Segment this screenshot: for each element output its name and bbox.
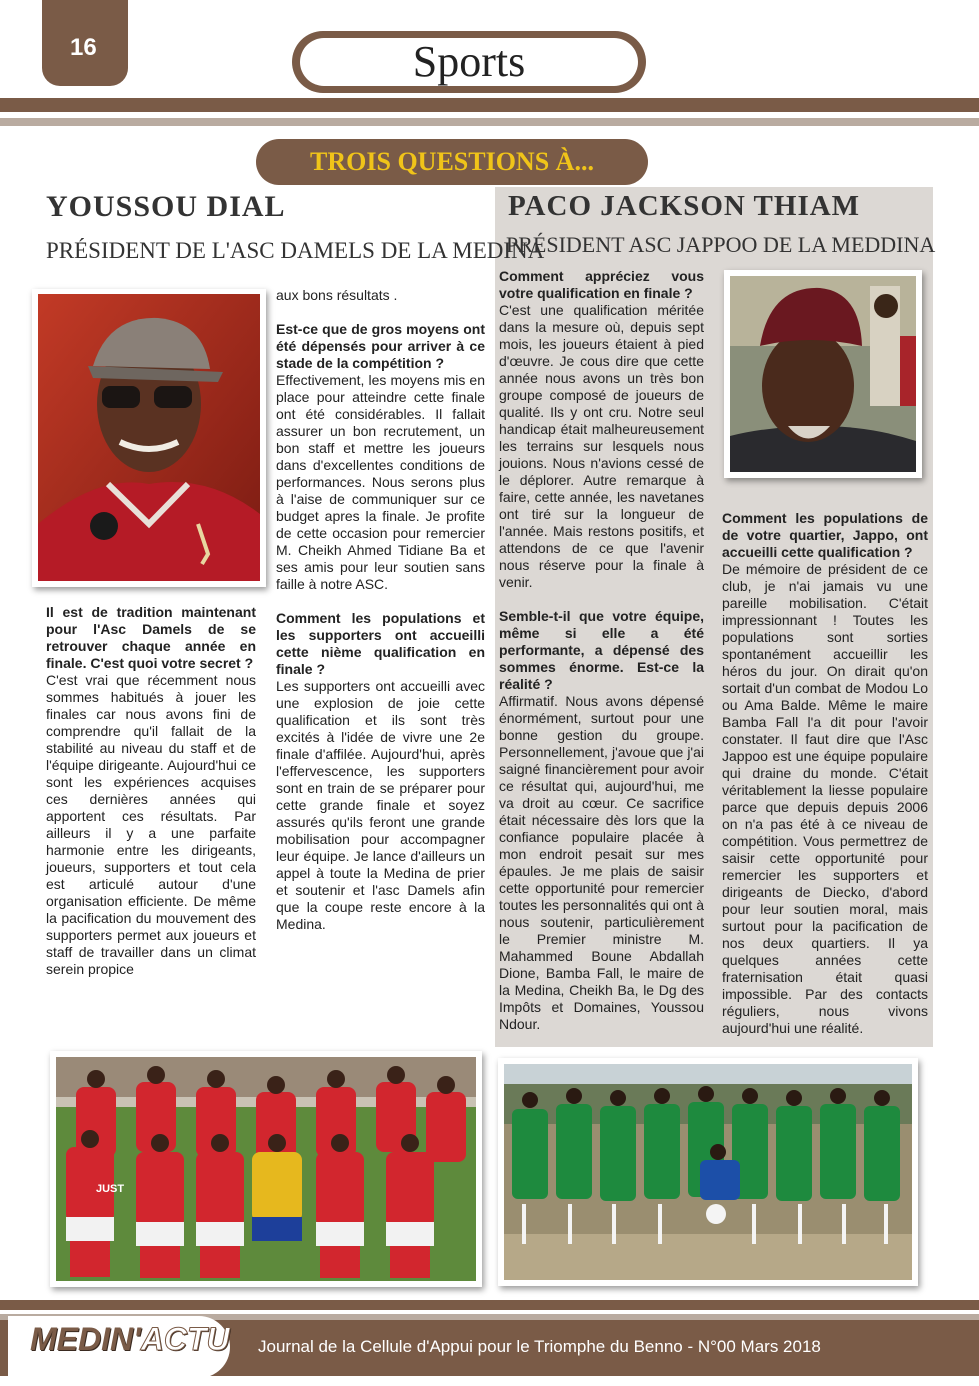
right-interviewee-role: PRÉSIDENT ASC JAPPOO DE LA MEDDINA xyxy=(506,232,936,257)
right-interviewee-name: PACO JACKSON THIAM xyxy=(508,190,861,222)
left-question-2: Est-ce que de gros moyens ont été dépensés pour arriver à ce stade de la compétition ? xyxy=(276,321,485,371)
left-interviewee-name: YOUSSOU DIAL xyxy=(46,190,286,223)
right-column-1 xyxy=(499,268,704,1033)
right-question-2: Semble-t-il que votre équipe, même si elle a été performante, a dépensé des sommes énorme. Est-ce la réalité ? xyxy=(499,608,704,692)
footer-rule xyxy=(0,1300,979,1310)
left-column-1 xyxy=(46,604,256,978)
header-rule-light xyxy=(0,118,979,126)
asc-damels-team-photo xyxy=(56,1057,476,1281)
series-title: TROIS QUESTIONS À... xyxy=(256,139,648,185)
page-number: 16 xyxy=(70,34,97,61)
right-answer-2: Affirmatif. Nous avons dépensé énormément, surtout pour une bonne gestion du groupe. Personnellement, j'avoue que j'ai saigné financièrement pour avoir ce résultat qui, aujourd'hui, me va droit au cœur. Ce sacrifice était nécessaire dès lors que la confiance populaire placée à mon endroit pesait sur mes épaules. Je me plais de saisir cette opportunité pour remercier toutes les personnalités qui ont à nous soutenir, particulièrement le Premier ministre M. Mahammed Boune Abdallah Dione, Bamba Fall, le maire de la Medina, Cheikh Ba, le Dg des Impôts et Domaines, Youssou Ndour. xyxy=(499,693,704,1032)
left-answer-1-continued: aux bons résultats . xyxy=(276,287,398,303)
left-answer-1: C'est vrai que récemment nous sommes habitués à jouer les finales car nous avons fini de comprendre qu'il fallait de la stabilité au niveau du staff et de l'équipe dirigeante. Aujourd'hui ce sont les expériences acquises ces dernières années qui apportent ces résultats. Par ailleurs il y a une parfaite harmonie entre les dirigeants, joueurs, supporters et tout cela est articulé autour d'une organisation efficiente. De même la pacification du mouvement des supporters permet aux joueurs et staff de travailler dans un climat serein propice xyxy=(46,672,256,977)
left-answer-3: Les supporters ont accueilli avec une explosion de joie cette qualification et ils sont très excités à l'idée de vivre une 2e finale d'affilée. Aujourd'hui, après l'effervescence, les supporters sont en train de se préparer pour cette grande finale et soyez assurés qu'ils feront une grande mobilisation pour accompagner leur équipe. Je lance d'ailleurs un appel à toute la Medina de prier et soutenir et l'asc Damels afin que la coupe reste encore à la Medina. xyxy=(276,678,485,932)
left-question-3: Comment les populations et les supporters ont accueilli cette nième qualification en finale ? xyxy=(276,610,485,677)
header-rule xyxy=(0,98,979,112)
jersey-sponsor-text: JUST xyxy=(96,1183,125,1195)
page-number-tab xyxy=(42,0,128,86)
section-title: Sports xyxy=(300,38,638,86)
left-question-1: Il est de tradition maintenant pour l'Asc Damels de se retrouver chaque année en finale. C'est quoi votre secret ? xyxy=(46,604,256,671)
asc-jappoo-team-photo xyxy=(504,1064,912,1280)
right-question-1: Comment appréciez vous votre qualification en finale ? xyxy=(499,268,704,301)
right-column-2 xyxy=(722,510,928,1037)
left-interviewee-role: PRÉSIDENT DE L'ASC DAMELS DE LA MEDINA xyxy=(46,238,545,263)
paco-jackson-thiam-photo xyxy=(730,276,916,472)
logo-part-b: ACTU xyxy=(140,1321,230,1357)
left-column-2 xyxy=(276,287,485,933)
right-answer-3: De mémoire de président de ce club, je n'ai jamais vu une pareille mobilisation. C'était impressionnant ! Toutes les populations sont sorties spontanément accueillir les héros du jour. On dirait qu'on sortait d'un combat de Modou Lo ou Ama Balde. Même le maire Bamba Fall l'a dit pour l'avoir constater. Il faut dire que l'Asc Jappoo est une équipe populaire qui draine du monde. C'était véritablement la liesse populaire parce que depuis depuis 2006 on n'a pas été à ce niveau de compétition. Vous permettrez de saisir cette opportunité pour remercier les supporters et dirigeants de Diecko, d'abord pour leur soutien moral, mais surtout pour la pacification de nos deux quartiers. Il ya quelques années cette fraternisation était quasi impossible. Par des contacts réguliers, nous vivons aujourd'hui une réalité. xyxy=(722,561,928,1036)
right-answer-1: C'est une qualification méritée dans la mesure où, depuis sept mois, les joueurs étaient à pied d'œuvre. Je cous dire que cette année nous avons un très bon groupe composé de joueurs de qualité. Ils y ont cru. Notre seul handicap était malheureusement les terrains sur lesquels nous jouions. Nous n'avions cessé de le déplorer. Autre remarque à faire, cette année, les navetanes ont tiré sur la longueur de l'année. Mais restons positifs, et attendons de ce que l'avenir nous réserve pour la finale à venir. xyxy=(499,302,704,590)
right-question-3: Comment les populations de de votre quartier, Jappo, ont accueilli cette qualification ? xyxy=(722,510,928,560)
youssou-dial-photo xyxy=(38,294,260,581)
medinactu-logo xyxy=(30,1321,230,1358)
left-answer-2: Effectivement, les moyens mis en place pour atteindre cette finale ont été considérables. Il fallait assurer un bon recrutement, un bon staff et mettre les joueurs dans d'excellentes conditions de performances. Nous serons plus à l'aise de communiquer sur ce budget apres la finale. Je profite de cette occasion pour remercier M. Cheikh Ahmed Tidiane Ba et ses amis pour leur soutien sans faille à notre ASC. xyxy=(276,372,485,592)
journal-caption: Journal de la Cellule d'Appui pour le Triomphe du Benno - N°00 Mars 2018 xyxy=(258,1337,821,1356)
logo-part-a: MEDIN' xyxy=(30,1321,141,1357)
